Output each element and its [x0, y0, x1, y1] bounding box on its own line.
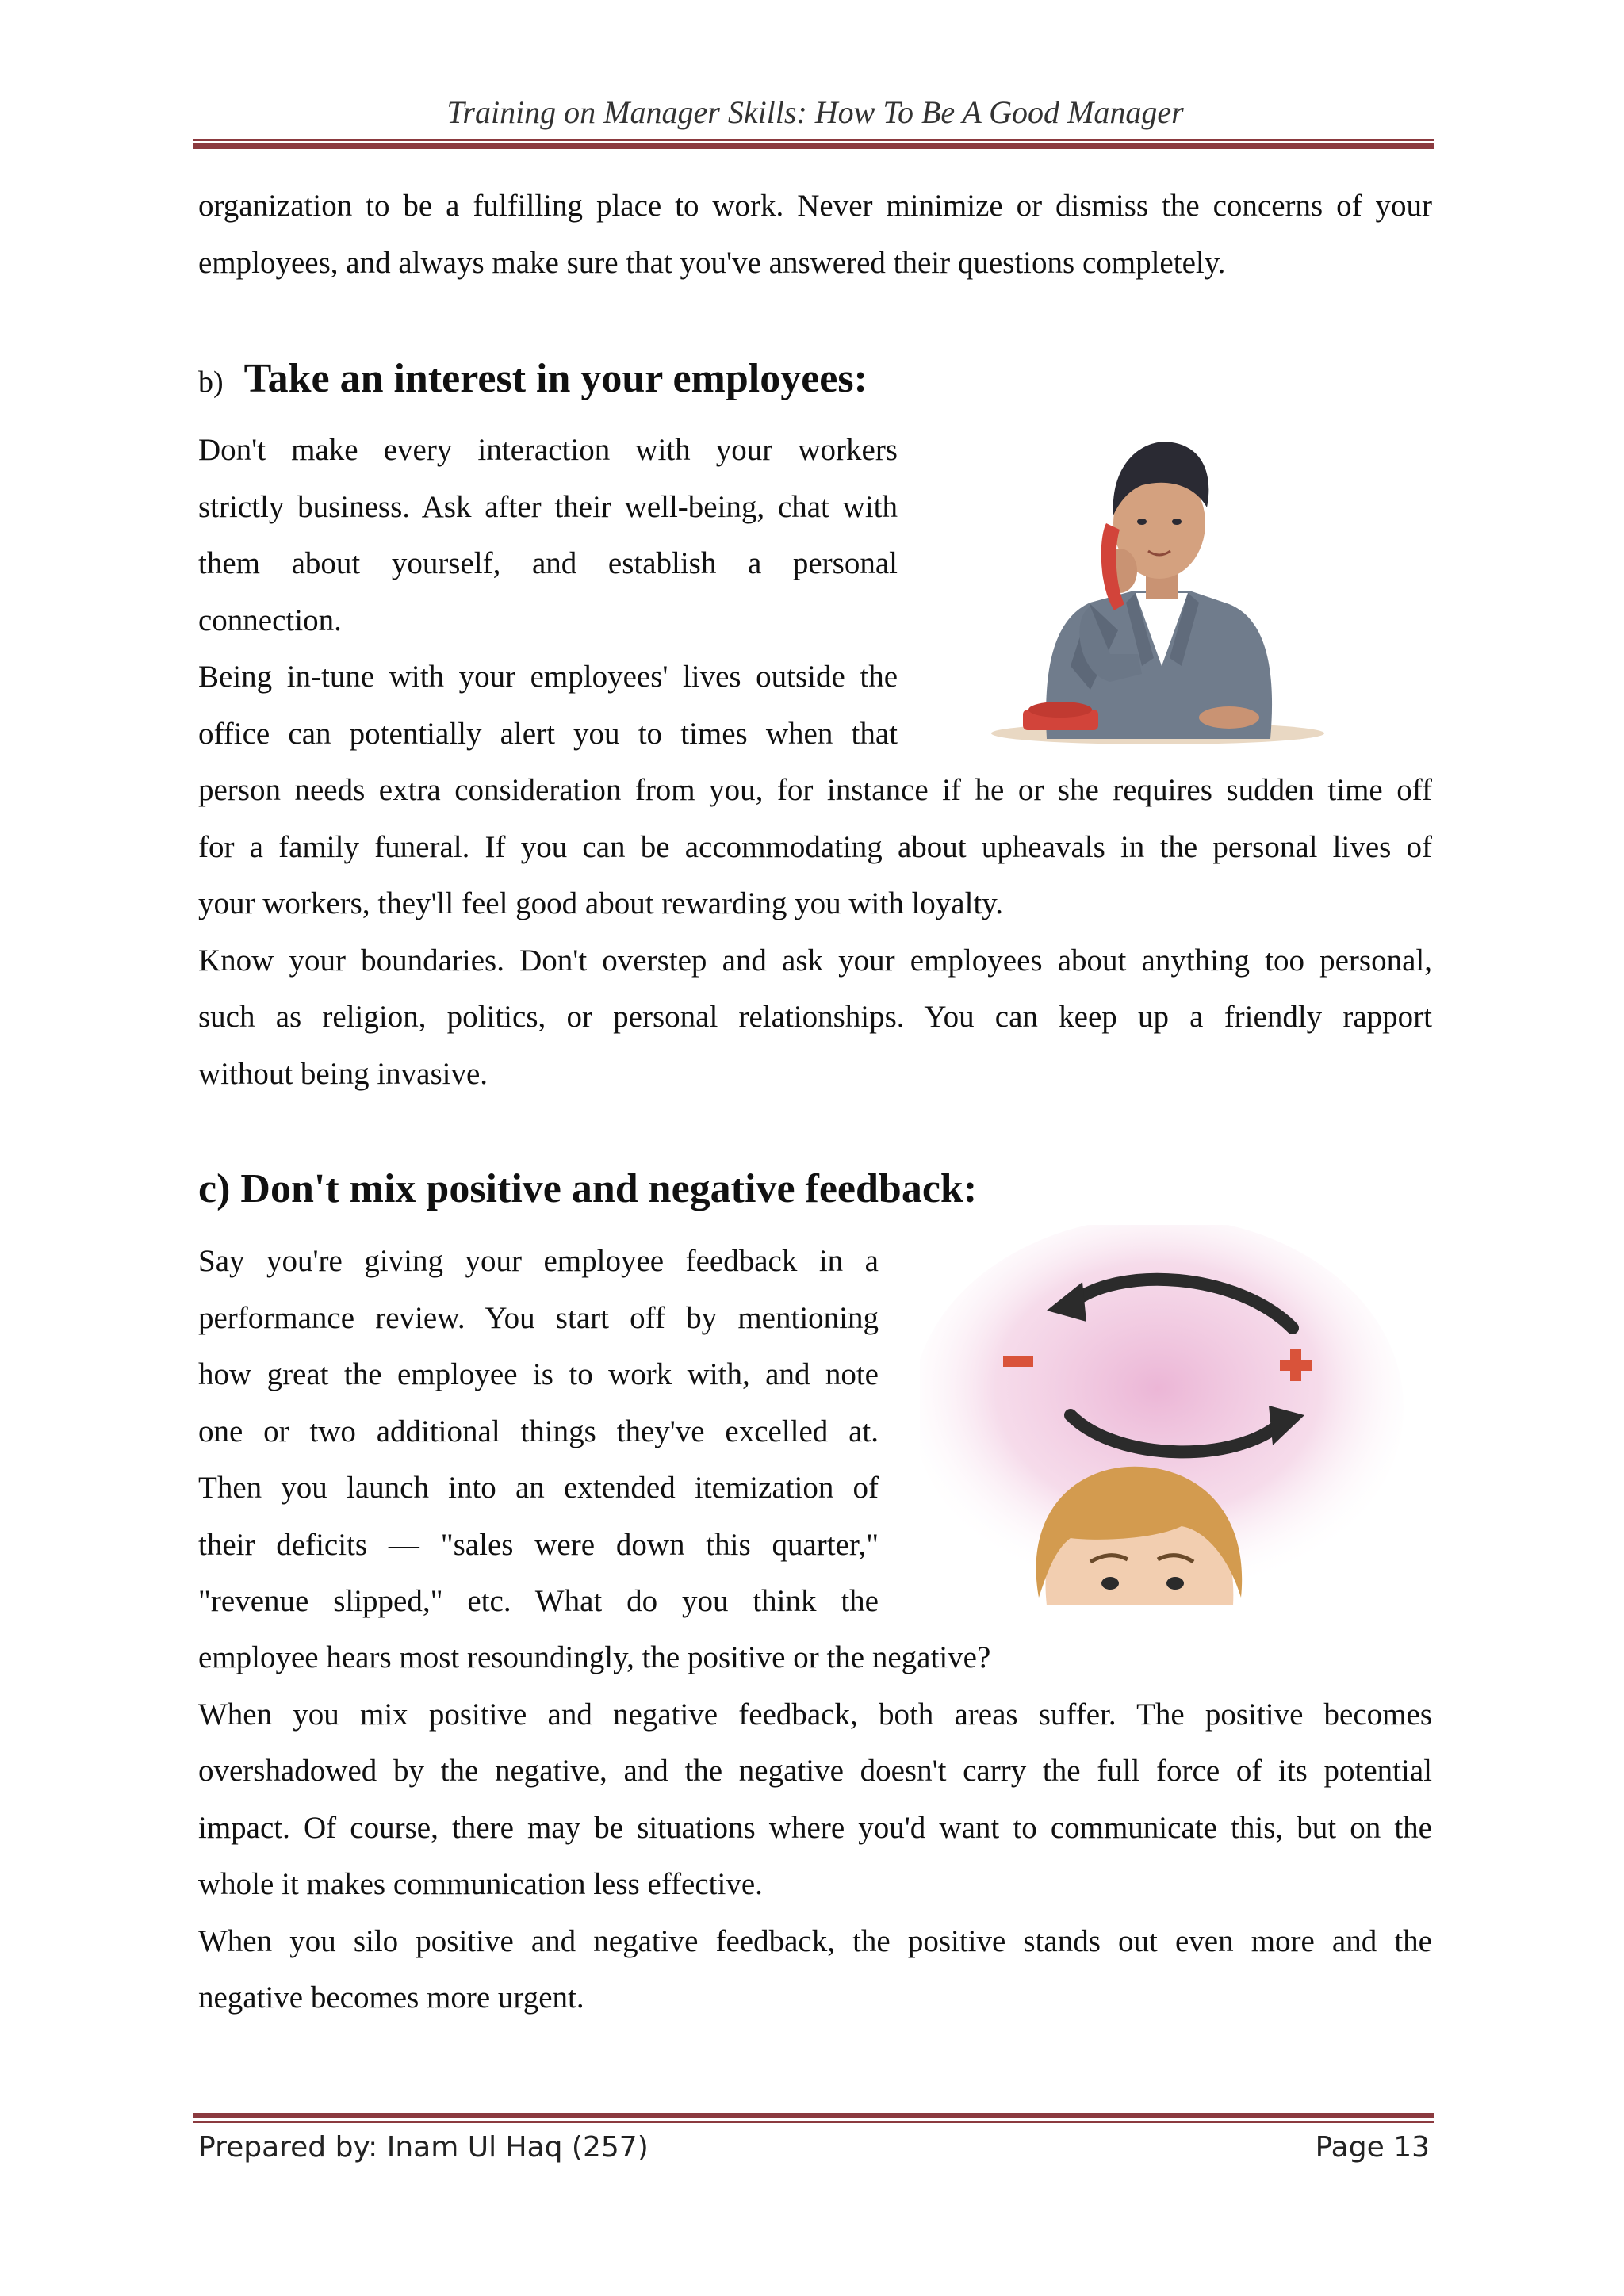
text-line: strictly business. Ask after their well-being, chat with — [198, 489, 898, 524]
section-b-heading — [198, 355, 868, 402]
text-line: Don't make every interaction with your workers — [198, 433, 898, 467]
text-line: one or two additional things they've excelled at. — [198, 1414, 879, 1448]
section-b-wide-text — [198, 762, 1432, 1102]
text-line: for a family funeral. If you can be accommodating about upheavals in the personal lives of — [198, 829, 1432, 864]
text-line: how great the employee is to work with, and note — [198, 1357, 879, 1391]
text-line: Being in-tune with your employees' lives outside the — [198, 660, 898, 694]
header-rule — [193, 139, 1434, 149]
text-line: employees, and always make sure that you've answered their questions completely. — [198, 245, 1226, 280]
section-c-narrow-text — [198, 1233, 879, 1630]
text-line: without being invasive. — [198, 1056, 488, 1091]
text-line: person needs extra consideration from you, for instance if he or she requires sudden time off — [198, 773, 1432, 807]
text-line: connection. — [198, 603, 342, 637]
footer-page-number: Page 13 — [1315, 2131, 1430, 2164]
text-line: When you mix positive and negative feedback, both areas suffer. The positive becomes — [198, 1697, 1432, 1732]
positive-negative-feedback-illustration — [920, 1225, 1411, 1605]
running-header-title: Training on Manager Skills: How To Be A Good Manager — [446, 94, 1184, 130]
text-line: organization to be a fulfilling place to work. Never minimize or dismiss the concerns of your — [198, 189, 1432, 223]
text-line: When you silo positive and negative feedback, the positive stands out even more and the — [198, 1923, 1432, 1958]
section-c-wide-text — [198, 1629, 1432, 2026]
businesswoman-on-phone-illustration — [952, 428, 1332, 745]
text-line: impact. Of course, there may be situations where you'd want to communicate this, but on the — [198, 1810, 1432, 1845]
section-b-narrow-text — [198, 422, 898, 762]
footer-prepared-by: Prepared by: Inam Ul Haq (257) — [198, 2131, 649, 2164]
text-line: overshadowed by the negative, and the negative doesn't carry the full force of its potential — [198, 1754, 1432, 1788]
section-c-heading: c) Don't mix positive and negative feedback: — [198, 1166, 978, 1211]
footer-rule — [193, 2113, 1434, 2123]
text-line: negative becomes more urgent. — [198, 1980, 584, 2015]
text-line: office can potentially alert you to times when that — [198, 716, 898, 751]
text-line: Know your boundaries. Don't overstep and ask your employees about anything too personal, — [198, 943, 1432, 978]
text-line: Say you're giving your employee feedback in a — [198, 1244, 879, 1278]
section-b-marker: b) — [198, 365, 224, 399]
text-line: "revenue slipped," etc. What do you think the — [198, 1584, 879, 1618]
intro-paragraph — [198, 178, 1432, 291]
text-line: such as religion, politics, or personal relationships. You can keep up a friendly rapport — [198, 1000, 1432, 1034]
text-line: performance review. You start off by mentioning — [198, 1300, 879, 1335]
text-line: your workers, they'll feel good about rewarding you with loyalty. — [198, 886, 1004, 920]
text-line: them about yourself, and establish a personal — [198, 546, 898, 580]
text-line: their deficits — "sales were down this quarter," — [198, 1527, 879, 1562]
section-b-title: Take an interest in your employees: — [243, 356, 868, 401]
text-line: Then you launch into an extended itemization of — [198, 1471, 879, 1505]
text-line: whole it makes communication less effective. — [198, 1867, 763, 1901]
text-line: employee hears most resoundingly, the positive or the negative? — [198, 1640, 991, 1674]
